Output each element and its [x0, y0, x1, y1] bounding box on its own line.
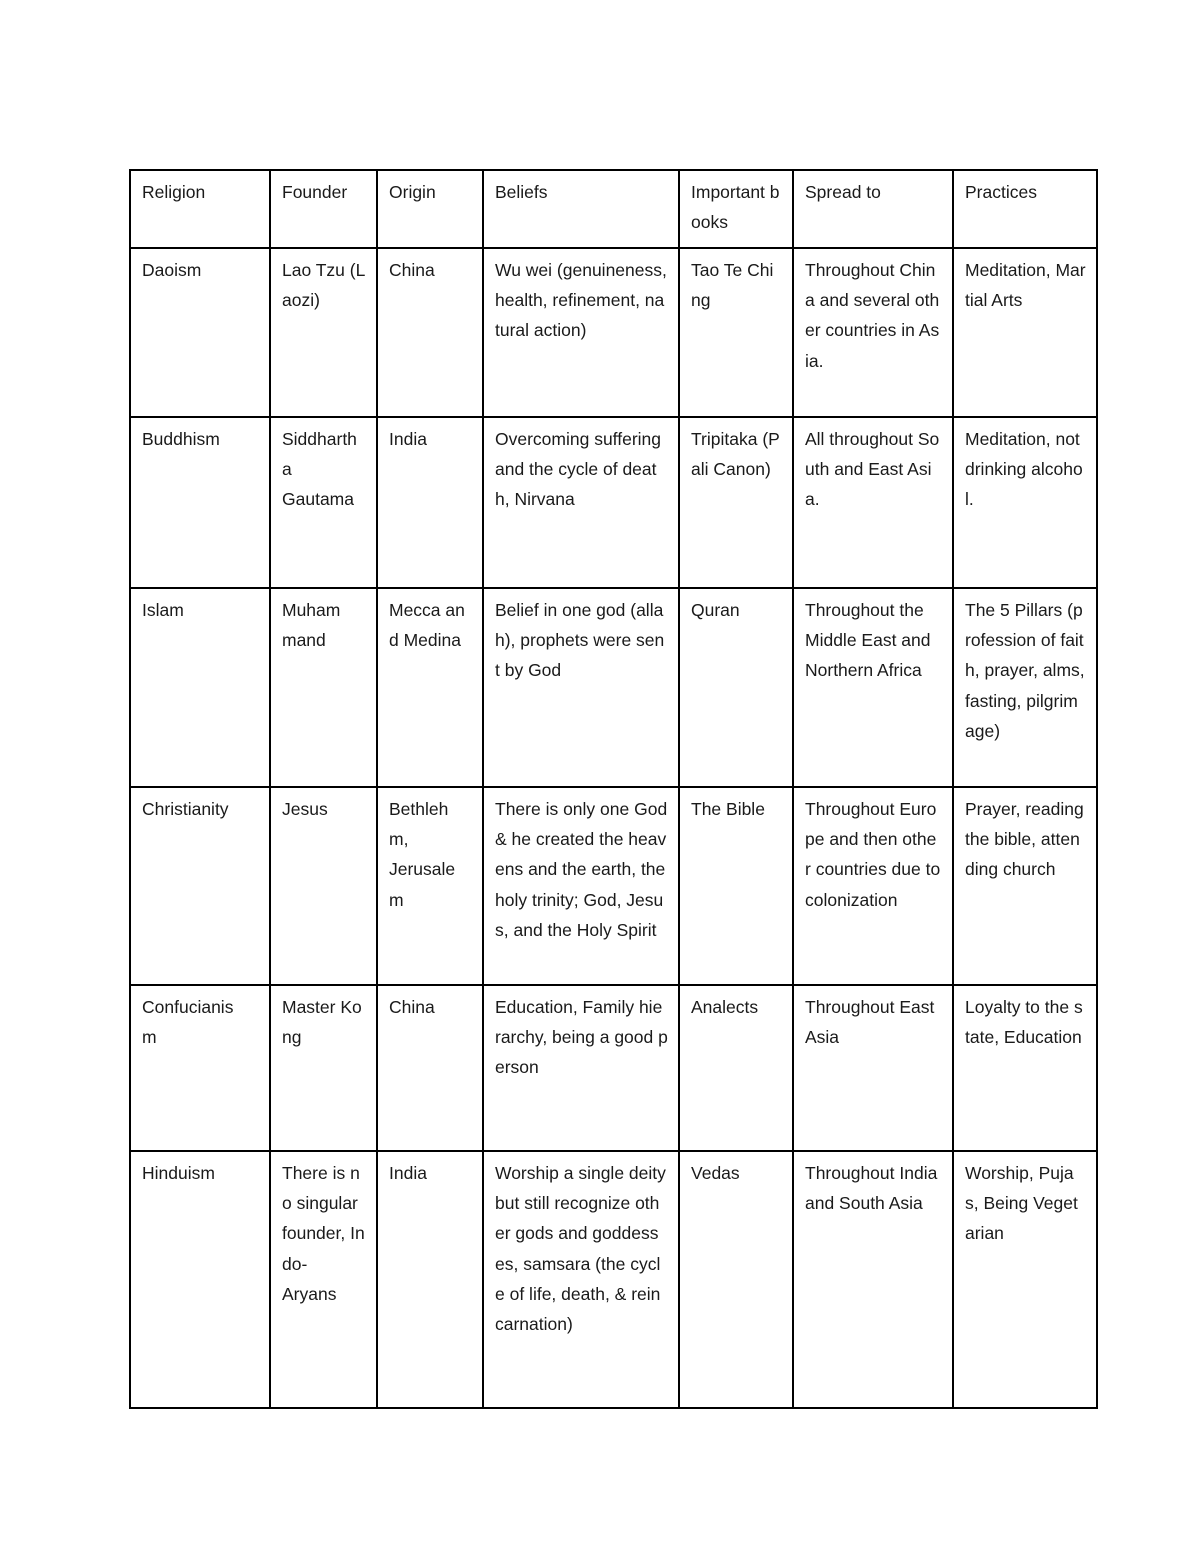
cell-important-books: Tripitaka (Pali Canon)	[679, 417, 793, 588]
cell-practices: Meditation, not drinking alcohol.	[953, 417, 1097, 588]
table-row-buddhism	[130, 417, 1097, 588]
cell-origin: China	[377, 248, 483, 417]
cell-religion: Christianity	[130, 787, 270, 985]
cell-spread-to: Throughout China and several other countries in Asia.	[793, 248, 953, 417]
table-row-islam	[130, 588, 1097, 787]
table-row-daoism	[130, 248, 1097, 417]
cell-spread-to: Throughout Europe and then other countries due to colonization	[793, 787, 953, 985]
cell-beliefs: Education, Family hierarchy, being a good person	[483, 985, 679, 1151]
cell-spread-to: All throughout South and East Asia.	[793, 417, 953, 588]
table-row-hinduism	[130, 1151, 1097, 1408]
cell-practices: Meditation, Martial Arts	[953, 248, 1097, 417]
header-beliefs: Beliefs	[483, 170, 679, 248]
cell-important-books: Quran	[679, 588, 793, 787]
header-important-books: Important books	[679, 170, 793, 248]
cell-origin: India	[377, 1151, 483, 1408]
cell-practices: Prayer, reading the bible, attending church	[953, 787, 1097, 985]
cell-origin: Bethleh m, Jerusale m	[377, 787, 483, 985]
cell-origin: China	[377, 985, 483, 1151]
cell-founder: There is no singular founder, Indo- Aryans	[270, 1151, 377, 1408]
cell-important-books: Vedas	[679, 1151, 793, 1408]
religions-table	[129, 169, 1098, 1409]
cell-beliefs: There is only one God & he created the heavens and the earth, the holy trinity; God, Jesus, and the Holy Spirit	[483, 787, 679, 985]
table-row-confucianism	[130, 985, 1097, 1151]
cell-religion: Buddhism	[130, 417, 270, 588]
cell-founder: Master Kong	[270, 985, 377, 1151]
cell-spread-to: Throughout India and South Asia	[793, 1151, 953, 1408]
cell-important-books: Analects	[679, 985, 793, 1151]
cell-spread-to: Throughout the Middle East and Northern Africa	[793, 588, 953, 787]
header-founder: Founder	[270, 170, 377, 248]
header-practices: Practices	[953, 170, 1097, 248]
cell-religion: Islam	[130, 588, 270, 787]
cell-founder: Lao Tzu (Laozi)	[270, 248, 377, 417]
cell-religion: Confucianis m	[130, 985, 270, 1151]
table-header-row	[130, 170, 1097, 248]
cell-founder: Jesus	[270, 787, 377, 985]
cell-religion: Daoism	[130, 248, 270, 417]
cell-origin: India	[377, 417, 483, 588]
header-origin: Origin	[377, 170, 483, 248]
cell-important-books: The Bible	[679, 787, 793, 985]
cell-practices: The 5 Pillars (profession of faith, prayer, alms, fasting, pilgrimage)	[953, 588, 1097, 787]
cell-origin: Mecca and Medina	[377, 588, 483, 787]
cell-spread-to: Throughout East Asia	[793, 985, 953, 1151]
header-religion: Religion	[130, 170, 270, 248]
cell-practices: Loyalty to the state, Education	[953, 985, 1097, 1151]
cell-beliefs: Worship a single deity but still recognize other gods and goddesses, samsara (the cycle of life, death, & reincarnation)	[483, 1151, 679, 1408]
table-row-christianity	[130, 787, 1097, 985]
cell-practices: Worship, Pujas, Being Vegetarian	[953, 1151, 1097, 1408]
cell-founder: Siddharth a Gautama	[270, 417, 377, 588]
cell-founder: Muham mand	[270, 588, 377, 787]
cell-religion: Hinduism	[130, 1151, 270, 1408]
cell-beliefs: Belief in one god (allah), prophets were sent by God	[483, 588, 679, 787]
header-spread-to: Spread to	[793, 170, 953, 248]
cell-beliefs: Wu wei (genuineness, health, refinement, natural action)	[483, 248, 679, 417]
cell-important-books: Tao Te Ching	[679, 248, 793, 417]
cell-beliefs: Overcoming suffering and the cycle of death, Nirvana	[483, 417, 679, 588]
